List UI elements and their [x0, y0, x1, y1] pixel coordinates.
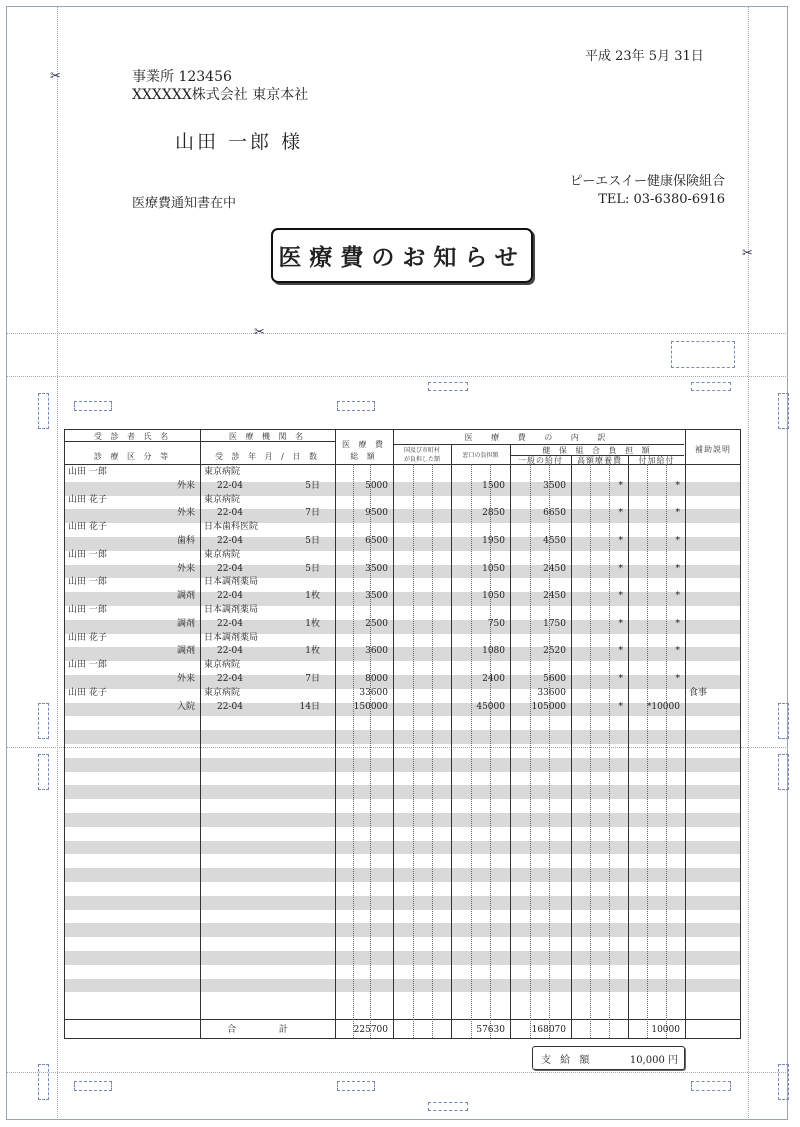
high-cost-benefit: *: [618, 701, 623, 712]
visit-days: 7日: [305, 508, 320, 519]
general-benefit: 3500: [543, 480, 566, 491]
counter-payment: 2850: [482, 508, 505, 519]
guide-box: [337, 1081, 375, 1091]
header-institution: 医 療 機 関 名: [228, 432, 307, 441]
medical-cost: 9500: [365, 508, 388, 519]
visit-days: 1枚: [305, 618, 320, 629]
guide-box: [74, 1081, 112, 1091]
additional-benefit: *: [675, 480, 680, 491]
patient-name: 山田 花子: [68, 632, 107, 643]
medical-cost: 3600: [365, 646, 388, 657]
issue-date: 平成 23年 5月 31日: [585, 49, 704, 64]
company-name: XXXXXX株式会社 東京本社: [132, 87, 309, 103]
institution-name: 東京病院: [204, 467, 241, 477]
institution-name: 東京病院: [204, 687, 241, 698]
additional-benefit: *: [675, 508, 680, 519]
header-high-cost: 高額療養費: [577, 456, 622, 465]
visit-days: 5日: [305, 480, 320, 491]
visit-days: 14日: [299, 701, 320, 712]
counter-payment: 1950: [482, 536, 505, 546]
visit-date: 22-04: [217, 701, 243, 712]
general-benefit: 5600: [543, 674, 566, 684]
high-cost-benefit: *: [618, 674, 623, 684]
guide-box: [778, 1064, 789, 1100]
header-visit-date: 受 診 年 月 / 日 数: [215, 452, 320, 461]
header-total: 総 額: [350, 452, 378, 461]
counter-payment: 1080: [482, 646, 505, 657]
guide-box: [428, 1102, 468, 1111]
medical-cost-table: [64, 429, 741, 1039]
general-benefit: 4550: [543, 536, 566, 546]
visit-date: 22-04: [217, 563, 243, 574]
totals-general: 168070: [531, 1025, 566, 1035]
guide-box: [337, 401, 375, 411]
fold-line-2: [6, 376, 788, 377]
visit-date: 22-04: [217, 591, 243, 602]
guide-line-left: [57, 6, 58, 1120]
header-counter: 窓口の負担額: [462, 452, 499, 459]
header-patient-name: 受 診 者 氏 名: [93, 432, 172, 441]
totals-medical-cost: 225700: [353, 1025, 388, 1035]
additional-benefit: *: [675, 646, 680, 657]
additional-benefit: *: [675, 563, 680, 574]
patient-name: 山田 花子: [68, 687, 107, 698]
general-benefit: 2450: [543, 591, 566, 602]
patient-name: 山田 花子: [68, 494, 107, 505]
additional-benefit: *: [675, 591, 680, 602]
additional-benefit: *: [675, 618, 680, 629]
institution-name: 東京病院: [204, 549, 241, 560]
institution-name: 日本調剤薬局: [204, 577, 259, 588]
general-benefit: 1750: [543, 618, 566, 629]
general-benefit: 2520: [543, 646, 566, 657]
high-cost-benefit: *: [618, 591, 623, 602]
seal-tab-box: [671, 341, 735, 368]
institution-name: 日本調剤薬局: [204, 605, 259, 615]
fold-line-4: [6, 1072, 788, 1073]
scissors-icon: ✂: [742, 246, 753, 261]
treatment-category: 外来: [176, 508, 195, 519]
high-cost-benefit: *: [618, 536, 623, 546]
treatment-category: 調剤: [176, 618, 195, 629]
totals-counter: 57630: [476, 1025, 505, 1035]
header-breakdown: 医 療 費 の 内 訳: [464, 433, 614, 442]
association-tel: TEL: 03-6380-6916: [598, 192, 725, 207]
visit-date: 22-04: [217, 674, 243, 684]
medical-cost-meal: 33600: [359, 687, 388, 698]
counter-payment: 1500: [482, 480, 505, 491]
header-category: 診 療 区 分 等: [93, 452, 172, 461]
guide-box: [38, 703, 49, 739]
medical-cost: 3500: [365, 591, 388, 602]
additional-benefit: *: [675, 674, 680, 684]
visit-days: 5日: [305, 536, 320, 546]
guide-box: [38, 393, 49, 429]
treatment-category: 外来: [176, 563, 195, 574]
visit-days: 1枚: [305, 591, 320, 602]
header-general: 一般の給付: [518, 456, 563, 465]
guide-box: [38, 754, 49, 790]
institution-name: 日本歯科医院: [204, 522, 259, 533]
visit-date: 22-04: [217, 646, 243, 657]
enclosure-note: 医療費通知書在中: [132, 196, 237, 211]
remarks-note: 食事: [689, 687, 708, 698]
medical-cost: 2500: [365, 618, 388, 629]
general-benefit-meal: 33600: [537, 687, 566, 698]
guide-box: [38, 1064, 49, 1100]
scissors-icon: ✂: [50, 69, 61, 84]
visit-date: 22-04: [217, 508, 243, 519]
counter-payment: 750: [487, 618, 505, 629]
medical-cost: 5000: [365, 480, 388, 491]
guide-box: [428, 382, 468, 391]
patient-name: 山田 一郎: [68, 549, 107, 560]
additional-benefit: *10000: [646, 701, 680, 712]
high-cost-benefit: *: [618, 480, 623, 491]
treatment-category: 歯科: [176, 536, 195, 546]
header-public: 国及び市町村 が負担した額: [403, 447, 440, 463]
visit-date: 22-04: [217, 536, 243, 546]
visit-days: 5日: [305, 563, 320, 574]
general-benefit: 6650: [543, 508, 566, 519]
visit-days: 1枚: [305, 646, 320, 657]
header-insurance: 健 保 組 合 負 担 額: [542, 446, 653, 455]
additional-benefit: *: [675, 536, 680, 546]
guide-box: [74, 401, 112, 411]
high-cost-benefit: *: [618, 618, 623, 629]
institution-name: 東京病院: [204, 660, 241, 671]
counter-payment: 2400: [482, 674, 505, 684]
insurance-association: ピーエスイー健康保険組合: [569, 174, 725, 189]
medical-cost: 8000: [365, 674, 388, 684]
general-benefit: 2450: [543, 563, 566, 574]
scissors-icon: ✂: [254, 325, 265, 340]
treatment-category: 調剤: [176, 646, 195, 657]
medical-cost: 6500: [365, 536, 388, 546]
counter-payment: 1050: [482, 591, 505, 602]
patient-name: 山田 一郎: [68, 660, 107, 671]
patient-name: 山田 一郎: [68, 577, 107, 588]
treatment-category: 入院: [176, 701, 195, 712]
fold-line-1: [6, 333, 788, 334]
medical-cost: 150000: [353, 701, 388, 712]
patient-name: 山田 花子: [68, 522, 107, 533]
counter-payment: 1050: [482, 563, 505, 574]
treatment-category: 外来: [176, 674, 195, 684]
high-cost-benefit: *: [618, 508, 623, 519]
payment-label: 支 給 額: [541, 1054, 593, 1066]
guide-box: [778, 754, 789, 790]
payment-value: 10,000 円: [629, 1054, 678, 1066]
high-cost-benefit: *: [618, 646, 623, 657]
guide-box: [691, 382, 731, 391]
header-additional: 付加給付: [638, 456, 675, 465]
medical-cost: 3500: [365, 563, 388, 574]
patient-name: 山田 一郎: [68, 605, 107, 615]
office-code: 事業所 123456: [132, 69, 232, 85]
header-medical-cost: 医 療 費: [341, 440, 387, 449]
treatment-category: 調剤: [176, 591, 195, 602]
counter-payment: 45000: [476, 701, 505, 712]
patient-name: 山田 一郎: [68, 467, 107, 477]
visit-date: 22-04: [217, 618, 243, 629]
totals-label: 合 計: [227, 1025, 308, 1035]
high-cost-benefit: *: [618, 563, 623, 574]
visit-days: 7日: [305, 674, 320, 684]
header-remarks: 補助説明: [695, 445, 731, 454]
guide-box: [778, 393, 789, 429]
treatment-category: 外来: [176, 480, 195, 491]
guide-line-right: [748, 6, 749, 1120]
payment-amount-box: [532, 1046, 685, 1070]
totals-additional: 10000: [651, 1025, 680, 1035]
institution-name: 日本調剤薬局: [204, 632, 259, 643]
document-title: 医療費のお知らせ: [271, 228, 533, 283]
general-benefit: 105000: [531, 701, 566, 712]
guide-box: [691, 1081, 731, 1091]
recipient-name: 山田 一郎 様: [175, 131, 304, 153]
guide-box: [778, 703, 789, 739]
visit-date: 22-04: [217, 480, 243, 491]
institution-name: 東京病院: [204, 494, 241, 505]
